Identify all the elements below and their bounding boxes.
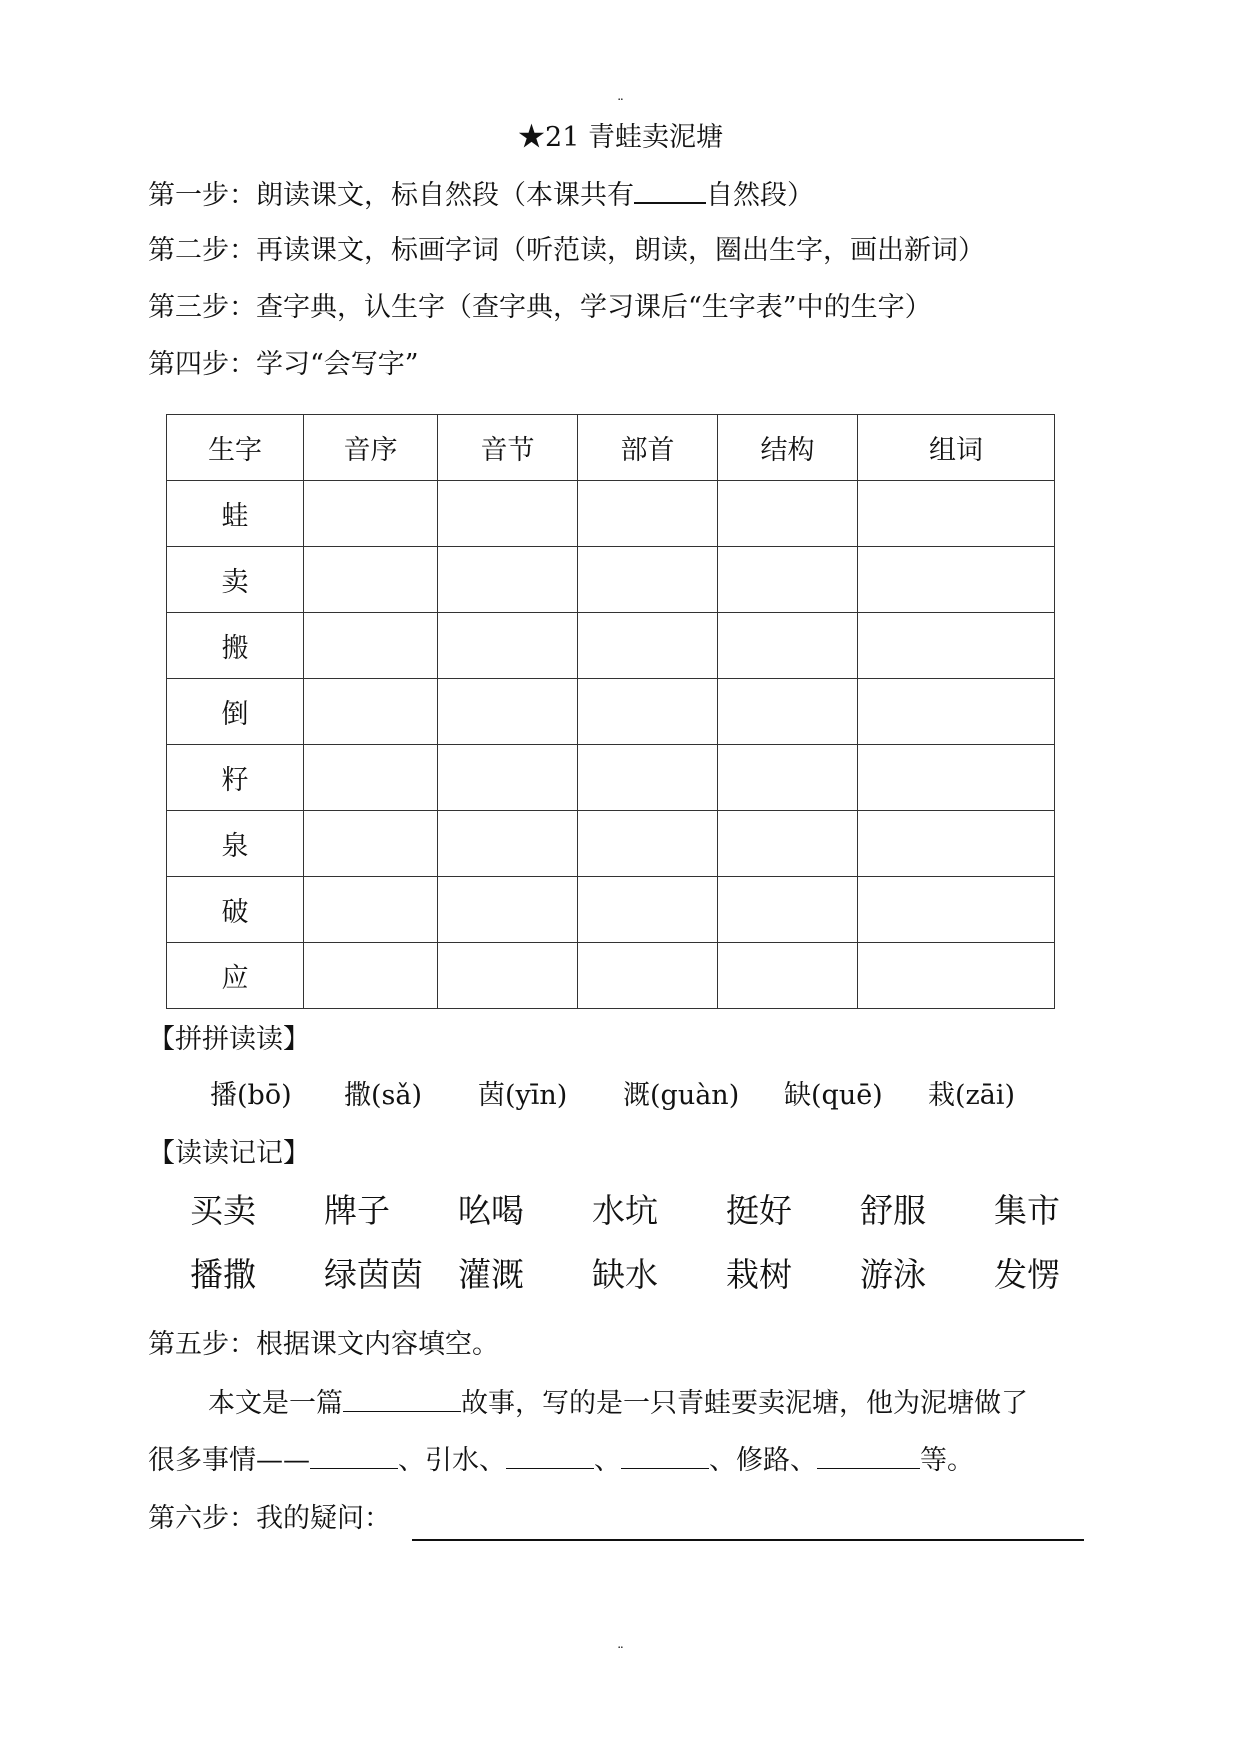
vocab-word: 牌子	[324, 1191, 390, 1230]
answer-cell[interactable]	[438, 943, 578, 1009]
page-footer-dots: ¨	[617, 1645, 624, 1661]
step-5-heading: 第五步：根据课文内容填空。	[148, 1329, 499, 1360]
step-5-text: 、修路、	[709, 1445, 817, 1476]
table-row	[167, 613, 1055, 679]
answer-cell[interactable]	[304, 481, 438, 547]
step-3: 第三步：查字典，认生字（查字典，学习课后“生字表”中的生字）	[148, 292, 932, 323]
vocab-word: 灌溉	[458, 1255, 524, 1294]
answer-cell[interactable]	[438, 745, 578, 811]
pinyin-item: 栽(zāi)	[928, 1080, 1016, 1111]
step-5-text: 、	[594, 1445, 621, 1476]
table-header-row	[167, 415, 1055, 481]
character-cell: 卖	[167, 547, 304, 613]
answer-cell[interactable]	[304, 679, 438, 745]
word-row-1	[180, 1189, 1080, 1233]
answer-cell[interactable]	[304, 877, 438, 943]
answer-cell[interactable]	[438, 877, 578, 943]
story-type-blank[interactable]	[343, 1385, 461, 1412]
answer-cell[interactable]	[578, 547, 718, 613]
answer-cell[interactable]	[304, 745, 438, 811]
table-row	[167, 679, 1055, 745]
vocab-word: 绿茵茵	[324, 1255, 423, 1294]
step-1	[148, 176, 814, 214]
answer-cell[interactable]	[718, 811, 858, 877]
pinyin-item: 溉(guàn)	[623, 1080, 740, 1111]
table-row	[167, 877, 1055, 943]
answer-cell[interactable]	[578, 613, 718, 679]
answer-cell[interactable]	[858, 943, 1055, 1009]
answer-cell[interactable]	[304, 547, 438, 613]
table-row	[167, 943, 1055, 1009]
step-1-text: 第一步：朗读课文，标自然段（本课共有	[148, 180, 634, 211]
answer-cell[interactable]	[858, 745, 1055, 811]
question-answer-line[interactable]	[412, 1539, 1084, 1541]
header-cell: 音序	[304, 415, 438, 481]
answer-cell[interactable]	[718, 679, 858, 745]
lesson-title: ★21 青蛙卖泥塘	[518, 122, 723, 153]
answer-cell[interactable]	[578, 481, 718, 547]
step-6: 第六步：我的疑问：	[148, 1503, 391, 1534]
table-row	[167, 481, 1055, 547]
table-row	[167, 811, 1055, 877]
step-1-suffix: 自然段）	[706, 180, 814, 211]
vocab-word: 游泳	[860, 1255, 926, 1294]
answer-cell[interactable]	[718, 745, 858, 811]
answer-cell[interactable]	[578, 811, 718, 877]
fill-blank-4[interactable]	[817, 1442, 920, 1469]
step-5-paragraph-line-2	[148, 1442, 974, 1479]
vocab-word: 栽树	[726, 1255, 792, 1294]
dudu-heading: 【读读记记】	[148, 1138, 310, 1169]
step-5-text: 本文是一篇	[208, 1388, 343, 1419]
answer-cell[interactable]	[858, 679, 1055, 745]
step-5-text: 故事，写的是一只青蛙要卖泥塘，他为泥塘做了	[461, 1388, 1028, 1419]
fill-blank-2[interactable]	[506, 1442, 594, 1469]
answer-cell[interactable]	[578, 745, 718, 811]
character-cell: 破	[167, 877, 304, 943]
paragraph-count-blank[interactable]	[634, 176, 706, 204]
vocab-word: 舒服	[860, 1191, 926, 1230]
pinyin-item: 茵(yīn)	[478, 1080, 568, 1111]
vocab-word: 吆喝	[458, 1191, 524, 1230]
page-header-dots: ¨	[617, 97, 624, 113]
header-cell: 音节	[438, 415, 578, 481]
answer-cell[interactable]	[578, 943, 718, 1009]
character-cell: 倒	[167, 679, 304, 745]
step-2: 第二步：再读课文，标画字词（听范读，朗读，圈出生字，画出新词）	[148, 235, 985, 266]
header-cell: 组词	[858, 415, 1055, 481]
answer-cell[interactable]	[438, 811, 578, 877]
character-table	[166, 414, 1055, 1009]
answer-cell[interactable]	[304, 811, 438, 877]
answer-cell[interactable]	[438, 547, 578, 613]
pinyin-list	[148, 1073, 1038, 1113]
answer-cell[interactable]	[718, 613, 858, 679]
answer-cell[interactable]	[858, 613, 1055, 679]
pinyin-item: 撒(sǎ)	[344, 1080, 423, 1111]
step-5-text: 很多事情——	[148, 1445, 310, 1476]
character-cell: 搬	[167, 613, 304, 679]
header-cell: 结构	[718, 415, 858, 481]
answer-cell[interactable]	[578, 679, 718, 745]
pinpin-heading: 【拼拼读读】	[148, 1024, 310, 1055]
answer-cell[interactable]	[438, 679, 578, 745]
answer-cell[interactable]	[718, 877, 858, 943]
word-row-2	[180, 1253, 1080, 1297]
pinyin-item: 播(bō)	[210, 1080, 292, 1111]
vocab-word: 播撒	[190, 1255, 256, 1294]
vocab-word: 发愣	[994, 1255, 1060, 1294]
character-cell: 籽	[167, 745, 304, 811]
step-5-text: 、引水、	[398, 1445, 506, 1476]
answer-cell[interactable]	[304, 613, 438, 679]
answer-cell[interactable]	[578, 877, 718, 943]
step-5-text: 等。	[920, 1445, 974, 1476]
answer-cell[interactable]	[858, 481, 1055, 547]
character-cell: 应	[167, 943, 304, 1009]
answer-cell[interactable]	[858, 811, 1055, 877]
answer-cell[interactable]	[304, 943, 438, 1009]
vocab-word: 缺水	[592, 1255, 658, 1294]
answer-cell[interactable]	[438, 613, 578, 679]
answer-cell[interactable]	[718, 481, 858, 547]
vocab-word: 水坑	[592, 1191, 658, 1230]
vocab-word: 挺好	[726, 1191, 792, 1230]
header-cell: 生字	[167, 415, 304, 481]
vocab-word: 集市	[994, 1191, 1060, 1230]
answer-cell[interactable]	[438, 481, 578, 547]
vocab-word: 买卖	[190, 1191, 256, 1230]
fill-blank-3[interactable]	[621, 1442, 709, 1469]
step-5-paragraph-line-1	[208, 1385, 1028, 1422]
character-cell: 蛙	[167, 481, 304, 547]
answer-cell[interactable]	[718, 943, 858, 1009]
answer-cell[interactable]	[718, 547, 858, 613]
table-row	[167, 745, 1055, 811]
table-row	[167, 547, 1055, 613]
step-4: 第四步：学习“会写字”	[148, 349, 419, 380]
pinyin-item: 缺(quē)	[784, 1080, 883, 1111]
character-cell: 泉	[167, 811, 304, 877]
header-cell: 部首	[578, 415, 718, 481]
answer-cell[interactable]	[858, 877, 1055, 943]
answer-cell[interactable]	[858, 547, 1055, 613]
fill-blank-1[interactable]	[310, 1442, 398, 1469]
